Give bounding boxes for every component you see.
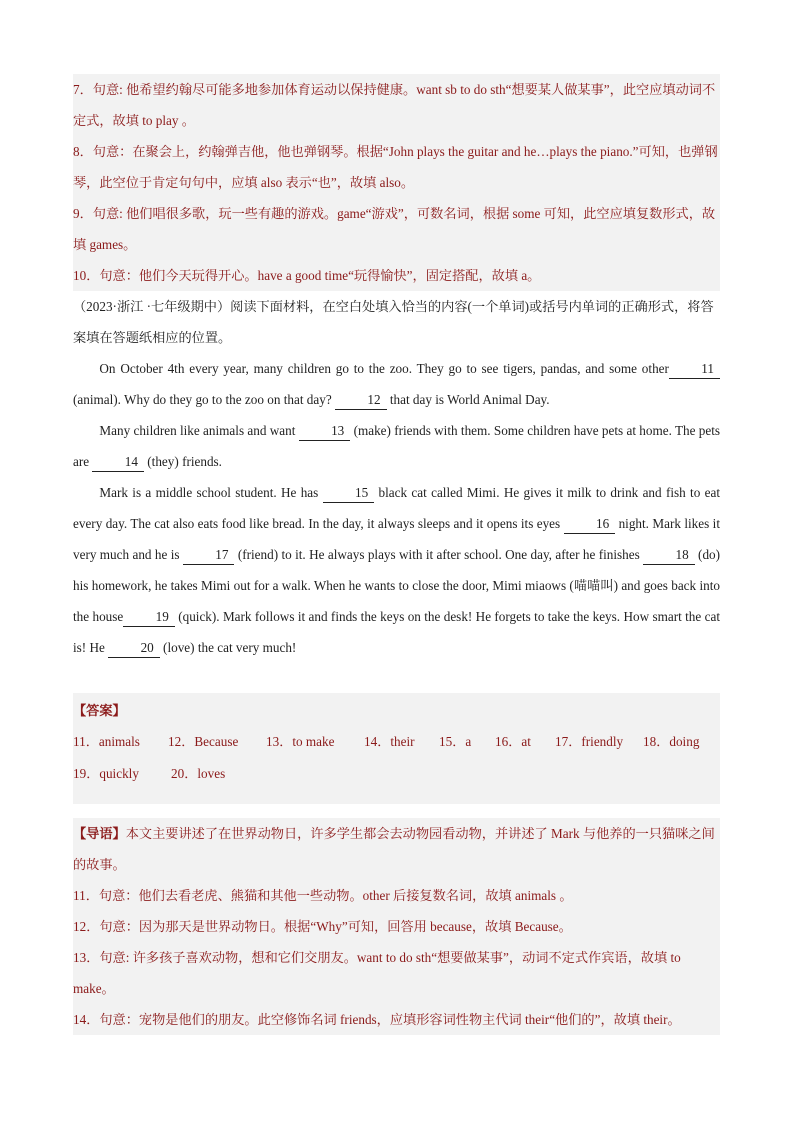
explanation-9: 9．句意: 他们唱很多歌，玩一些有趣的游戏。game“游戏”，可数名词，根据 some 可知，此空应填复数形式，故填 games。 — [73, 206, 716, 252]
answer-item: 20．loves — [171, 766, 226, 781]
explanation-7: 7．句意: 他希望约翰尽可能多地参加体育运动以保持健康。want sb to do sth“想要某人做某事”，此空应填动词不定式，故填 to play 。 — [73, 82, 716, 128]
guide-intro: 【导语】本文主要讲述了在世界动物日，许多学生都会去动物园看动物，并讲述了 Mark 与他养的一只猫咪之间的故事。 — [73, 826, 715, 872]
answer-row-1 — [73, 726, 720, 758]
blank-13: 13 — [299, 422, 351, 441]
answer-item: 14．their — [364, 734, 415, 749]
answer-row-2 — [73, 758, 720, 790]
blank-17: 17 — [183, 546, 235, 565]
guide-section — [73, 818, 720, 1035]
passage-paragraph-3: Mark is a middle school student. He has 15 black cat called Mimi. He gives it milk to drink and fish to eat every day. The cat also eats food like bread. In the day, it always sleeps and it opens its eyes 16 night. Mark likes it very much and he is 17 (friend) to it. He always plays with it after school. One day, after he finishes 18 (do) his homework, he takes Mimi out for a walk. When he wants to close the door, Mimi miaows (喵喵叫) and goes back into the house 19 (quick). Mark follows it and finds the keys on the desk! He forgets to take the keys. How smart the cat is! He 20 (love) the cat very much! — [73, 477, 720, 663]
answer-item: 13．to make — [266, 734, 335, 749]
answer-item: 18．doing — [643, 734, 700, 749]
question-intro: （2023·浙江 ·七年级期中）阅读下面材料，在空白处填入恰当的内容(一个单词)或括号内单词的正确形式，将答案填在答题纸相应的位置。 — [73, 299, 714, 345]
guide-item-12: 12．句意：因为那天是世界动物日。根据“Why”可知，回答用 because，故填 Because。 — [73, 919, 572, 934]
guide-item-13: 13．句意: 许多孩子喜欢动物，想和它们交朋友。want to do sth“想要做某事”，动词不定式作宾语，故填 to make。 — [73, 950, 681, 996]
answer-item: 12．Because — [168, 734, 239, 749]
explanations-top — [73, 74, 720, 291]
explanation-10: 10．句意：他们今天玩得开心。have a good time“玩得愉快”，固定搭配，故填 a。 — [73, 268, 541, 283]
answer-item: 17．friendly — [555, 734, 624, 749]
answer-item: 11．animals — [73, 734, 140, 749]
answer-heading: 【答案】 — [73, 703, 126, 718]
blank-11: 11 — [669, 360, 720, 379]
blank-18: 18 — [643, 546, 695, 565]
blank-20: 20 — [108, 639, 160, 658]
answer-item: 16．at — [495, 734, 531, 749]
blank-16: 16 — [564, 515, 616, 534]
document-page — [73, 74, 720, 1035]
guide-item-11: 11．句意：他们去看老虎、熊猫和其他一些动物。other 后接复数名词，故填 animals 。 — [73, 888, 573, 903]
answer-item: 15．a — [439, 734, 472, 749]
reading-passage — [73, 353, 720, 663]
answer-section — [73, 693, 720, 804]
guide-item-14: 14．句意：宠物是他们的朋友。此空修饰名词 friends，应填形容词性物主代词 their“他们的”，故填 their。 — [73, 1012, 681, 1027]
guide-label: 【导语】 — [73, 826, 126, 841]
blank-15: 15 — [323, 484, 375, 503]
blank-19: 19 — [123, 608, 175, 627]
explanation-8: 8．句意：在聚会上，约翰弹吉他，他也弹钢琴。根据“John plays the guitar and he…plays the piano.”可知，也弹钢琴，此空位于肯定句句中，应填 also 表示“也”，故填 also。 — [73, 144, 718, 190]
answer-item: 19．quickly — [73, 766, 139, 781]
blank-12: 12 — [335, 391, 387, 410]
passage-paragraph-1: On October 4th every year, many children go to the zoo. They go to see tigers, pandas, and some other 11 (animal). Why do they go to the zoo on that day? 12 that day is World Animal Day. — [73, 353, 720, 415]
passage-paragraph-2: Many children like animals and want 13 (make) friends with them. Some children have pets at home. The pets are 14 (they) friends. — [73, 415, 720, 477]
blank-14: 14 — [92, 453, 144, 472]
